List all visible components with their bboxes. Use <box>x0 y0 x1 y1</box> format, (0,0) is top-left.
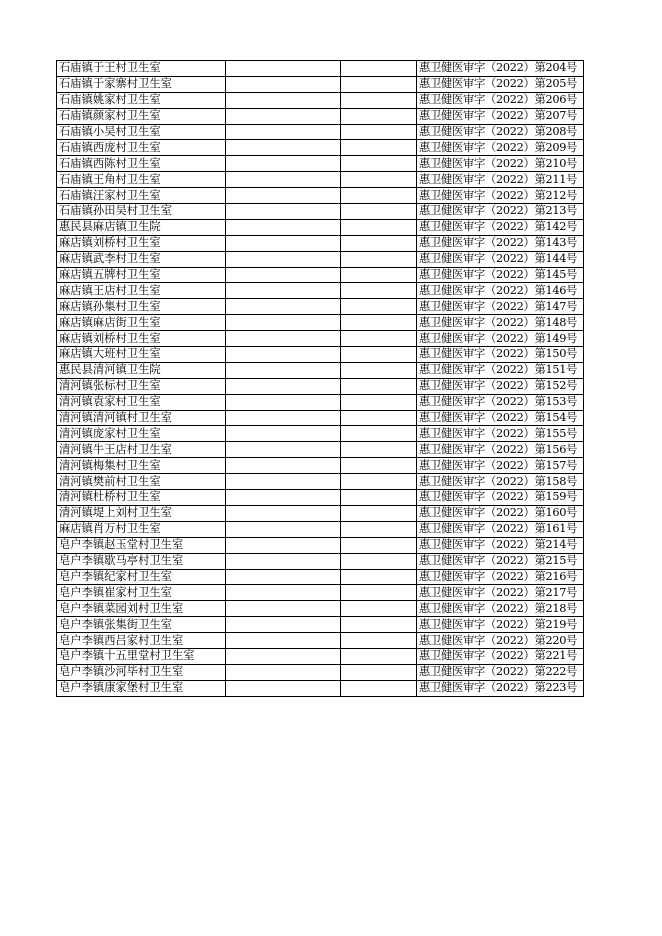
clinic-name-cell: 皂户李镇十五里堂村卫生室 <box>57 648 226 664</box>
empty-cell <box>226 219 341 235</box>
table-row <box>57 601 584 617</box>
table-row <box>57 347 584 363</box>
clinic-name-cell: 麻店镇肖万村卫生室 <box>57 521 226 537</box>
clinic-name-cell: 石庙镇于家寨村卫生室 <box>57 76 226 92</box>
empty-cell <box>341 505 417 521</box>
table-row <box>57 617 584 633</box>
empty-cell <box>341 76 417 92</box>
clinic-name-cell: 皂户李镇西吕家村卫生室 <box>57 633 226 649</box>
approval-number-cell: 惠卫健医审字（2022）第208号 <box>417 124 584 140</box>
empty-cell <box>226 315 341 331</box>
table-row <box>57 108 584 124</box>
clinic-name-cell: 麻店镇五牌村卫生室 <box>57 267 226 283</box>
empty-cell <box>341 235 417 251</box>
empty-cell <box>226 347 341 363</box>
empty-cell <box>341 601 417 617</box>
table-row <box>57 569 584 585</box>
approval-number-cell: 惠卫健医审字（2022）第156号 <box>417 442 584 458</box>
empty-cell <box>226 601 341 617</box>
clinic-name-cell: 石庙镇孙田吴村卫生室 <box>57 204 226 220</box>
empty-cell <box>226 124 341 140</box>
empty-cell <box>226 283 341 299</box>
clinic-name-cell: 石庙镇西庞村卫生室 <box>57 140 226 156</box>
approval-number-cell: 惠卫健医审字（2022）第217号 <box>417 585 584 601</box>
clinic-name-cell: 麻店镇麻店街卫生室 <box>57 315 226 331</box>
table-row <box>57 61 584 77</box>
empty-cell <box>226 426 341 442</box>
table-row <box>57 362 584 378</box>
table-row <box>57 156 584 172</box>
approval-number-cell: 惠卫健医审字（2022）第149号 <box>417 331 584 347</box>
empty-cell <box>226 458 341 474</box>
clinic-name-cell: 石庙镇王角村卫生室 <box>57 172 226 188</box>
empty-cell <box>341 442 417 458</box>
empty-cell <box>226 172 341 188</box>
empty-cell <box>226 633 341 649</box>
table-row <box>57 219 584 235</box>
empty-cell <box>341 188 417 204</box>
clinic-name-cell: 麻店镇武李村卫生室 <box>57 251 226 267</box>
empty-cell <box>226 617 341 633</box>
empty-cell <box>341 61 417 77</box>
approval-number-cell: 惠卫健医审字（2022）第212号 <box>417 188 584 204</box>
table-row <box>57 664 584 680</box>
empty-cell <box>226 251 341 267</box>
table-row <box>57 474 584 490</box>
table-row <box>57 505 584 521</box>
empty-cell <box>226 680 341 696</box>
approval-number-cell: 惠卫健医审字（2022）第216号 <box>417 569 584 585</box>
approval-number-cell: 惠卫健医审字（2022）第211号 <box>417 172 584 188</box>
clinic-name-cell: 皂户李镇菜园刘村卫生室 <box>57 601 226 617</box>
empty-cell <box>341 362 417 378</box>
clinic-name-cell: 清河镇樊前村卫生室 <box>57 474 226 490</box>
approval-number-cell: 惠卫健医审字（2022）第158号 <box>417 474 584 490</box>
clinic-name-cell: 清河镇杜桥村卫生室 <box>57 490 226 506</box>
clinic-name-cell: 皂户李镇歇马亭村卫生室 <box>57 553 226 569</box>
empty-cell <box>226 474 341 490</box>
empty-cell <box>341 331 417 347</box>
approval-number-cell: 惠卫健医审字（2022）第150号 <box>417 347 584 363</box>
approval-number-cell: 惠卫健医审字（2022）第218号 <box>417 601 584 617</box>
empty-cell <box>341 521 417 537</box>
empty-cell <box>226 505 341 521</box>
clinic-name-cell: 石庙镇汪家村卫生室 <box>57 188 226 204</box>
empty-cell <box>341 92 417 108</box>
table-body <box>57 61 584 697</box>
approval-number-cell: 惠卫健医审字（2022）第222号 <box>417 664 584 680</box>
empty-cell <box>226 378 341 394</box>
table-row <box>57 315 584 331</box>
empty-cell <box>341 490 417 506</box>
table-row <box>57 235 584 251</box>
table-row <box>57 267 584 283</box>
empty-cell <box>341 633 417 649</box>
clinic-name-cell: 麻店镇刘桥村卫生室 <box>57 331 226 347</box>
empty-cell <box>226 331 341 347</box>
approval-number-cell: 惠卫健医审字（2022）第205号 <box>417 76 584 92</box>
table-row <box>57 633 584 649</box>
empty-cell <box>226 235 341 251</box>
empty-cell <box>226 648 341 664</box>
empty-cell <box>341 458 417 474</box>
empty-cell <box>226 394 341 410</box>
approval-number-cell: 惠卫健医审字（2022）第210号 <box>417 156 584 172</box>
empty-cell <box>226 92 341 108</box>
table-row <box>57 378 584 394</box>
empty-cell <box>341 648 417 664</box>
table-row <box>57 458 584 474</box>
approval-number-cell: 惠卫健医审字（2022）第153号 <box>417 394 584 410</box>
empty-cell <box>226 267 341 283</box>
clinic-name-cell: 清河镇庞家村卫生室 <box>57 426 226 442</box>
empty-cell <box>341 537 417 553</box>
clinic-name-cell: 清河镇清河镇村卫生室 <box>57 410 226 426</box>
clinic-approval-table <box>56 60 584 697</box>
clinic-name-cell: 石庙镇西陈村卫生室 <box>57 156 226 172</box>
clinic-name-cell: 惠民县麻店镇卫生院 <box>57 219 226 235</box>
table-row <box>57 188 584 204</box>
empty-cell <box>226 156 341 172</box>
clinic-name-cell: 麻店镇刘桥村卫生室 <box>57 235 226 251</box>
empty-cell <box>341 315 417 331</box>
empty-cell <box>341 172 417 188</box>
empty-cell <box>341 267 417 283</box>
empty-cell <box>226 553 341 569</box>
table-row <box>57 92 584 108</box>
table-row <box>57 537 584 553</box>
clinic-name-cell: 惠民县清河镇卫生院 <box>57 362 226 378</box>
approval-number-cell: 惠卫健医审字（2022）第160号 <box>417 505 584 521</box>
table-row <box>57 490 584 506</box>
table-row <box>57 410 584 426</box>
empty-cell <box>226 299 341 315</box>
approval-number-cell: 惠卫健医审字（2022）第206号 <box>417 92 584 108</box>
empty-cell <box>341 378 417 394</box>
table-row <box>57 394 584 410</box>
empty-cell <box>341 204 417 220</box>
empty-cell <box>226 585 341 601</box>
table-row <box>57 331 584 347</box>
clinic-name-cell: 清河镇牛王店村卫生室 <box>57 442 226 458</box>
empty-cell <box>226 204 341 220</box>
table-row <box>57 442 584 458</box>
clinic-name-cell: 皂户李镇张集街卫生室 <box>57 617 226 633</box>
empty-cell <box>341 474 417 490</box>
empty-cell <box>226 521 341 537</box>
empty-cell <box>341 410 417 426</box>
empty-cell <box>341 124 417 140</box>
approval-number-cell: 惠卫健医审字（2022）第144号 <box>417 251 584 267</box>
clinic-name-cell: 皂户李镇纪家村卫生室 <box>57 569 226 585</box>
clinic-name-cell: 清河镇袁家村卫生室 <box>57 394 226 410</box>
clinic-name-cell: 石庙镇小吴村卫生室 <box>57 124 226 140</box>
empty-cell <box>341 394 417 410</box>
approval-number-cell: 惠卫健医审字（2022）第223号 <box>417 680 584 696</box>
empty-cell <box>341 251 417 267</box>
approval-number-cell: 惠卫健医审字（2022）第157号 <box>417 458 584 474</box>
clinic-name-cell: 清河镇梅集村卫生室 <box>57 458 226 474</box>
clinic-name-cell: 皂户李镇赵玉堂村卫生室 <box>57 537 226 553</box>
approval-number-cell: 惠卫健医审字（2022）第155号 <box>417 426 584 442</box>
clinic-name-cell: 麻店镇孙集村卫生室 <box>57 299 226 315</box>
table-row <box>57 204 584 220</box>
approval-number-cell: 惠卫健医审字（2022）第154号 <box>417 410 584 426</box>
approval-number-cell: 惠卫健医审字（2022）第161号 <box>417 521 584 537</box>
empty-cell <box>226 442 341 458</box>
table-row <box>57 680 584 696</box>
empty-cell <box>226 188 341 204</box>
table-row <box>57 251 584 267</box>
empty-cell <box>226 569 341 585</box>
approval-number-cell: 惠卫健医审字（2022）第146号 <box>417 283 584 299</box>
empty-cell <box>226 537 341 553</box>
table-row <box>57 76 584 92</box>
table-row <box>57 521 584 537</box>
approval-number-cell: 惠卫健医审字（2022）第219号 <box>417 617 584 633</box>
table-row <box>57 299 584 315</box>
approval-number-cell: 惠卫健医审字（2022）第152号 <box>417 378 584 394</box>
empty-cell <box>226 490 341 506</box>
clinic-name-cell: 麻店镇大班村卫生室 <box>57 347 226 363</box>
empty-cell <box>226 140 341 156</box>
approval-number-cell: 惠卫健医审字（2022）第220号 <box>417 633 584 649</box>
empty-cell <box>341 569 417 585</box>
empty-cell <box>341 347 417 363</box>
approval-number-cell: 惠卫健医审字（2022）第143号 <box>417 235 584 251</box>
approval-number-cell: 惠卫健医审字（2022）第147号 <box>417 299 584 315</box>
empty-cell <box>341 585 417 601</box>
approval-number-cell: 惠卫健医审字（2022）第159号 <box>417 490 584 506</box>
approval-number-cell: 惠卫健医审字（2022）第213号 <box>417 204 584 220</box>
approval-number-cell: 惠卫健医审字（2022）第214号 <box>417 537 584 553</box>
empty-cell <box>226 108 341 124</box>
empty-cell <box>341 426 417 442</box>
approval-number-cell: 惠卫健医审字（2022）第204号 <box>417 61 584 77</box>
empty-cell <box>341 219 417 235</box>
clinic-name-cell: 皂户李镇沙河毕村卫生室 <box>57 664 226 680</box>
empty-cell <box>226 664 341 680</box>
empty-cell <box>341 617 417 633</box>
clinic-name-cell: 石庙镇姚家村卫生室 <box>57 92 226 108</box>
table-row <box>57 124 584 140</box>
approval-number-cell: 惠卫健医审字（2022）第221号 <box>417 648 584 664</box>
empty-cell <box>226 362 341 378</box>
clinic-name-cell: 石庙镇颜家村卫生室 <box>57 108 226 124</box>
table-row <box>57 172 584 188</box>
empty-cell <box>226 61 341 77</box>
table-row <box>57 283 584 299</box>
empty-cell <box>341 664 417 680</box>
empty-cell <box>226 410 341 426</box>
clinic-name-cell: 清河镇堤上刘村卫生室 <box>57 505 226 521</box>
clinic-name-cell: 石庙镇于王村卫生室 <box>57 61 226 77</box>
table-row <box>57 553 584 569</box>
clinic-name-cell: 麻店镇王店村卫生室 <box>57 283 226 299</box>
empty-cell <box>226 76 341 92</box>
clinic-name-cell: 皂户李镇崔家村卫生室 <box>57 585 226 601</box>
approval-number-cell: 惠卫健医审字（2022）第207号 <box>417 108 584 124</box>
table-row <box>57 585 584 601</box>
empty-cell <box>341 299 417 315</box>
table-row <box>57 648 584 664</box>
approval-number-cell: 惠卫健医审字（2022）第142号 <box>417 219 584 235</box>
clinic-name-cell: 清河镇张标村卫生室 <box>57 378 226 394</box>
table-row <box>57 426 584 442</box>
approval-number-cell: 惠卫健医审字（2022）第209号 <box>417 140 584 156</box>
empty-cell <box>341 108 417 124</box>
table-row <box>57 140 584 156</box>
approval-number-cell: 惠卫健医审字（2022）第148号 <box>417 315 584 331</box>
approval-number-cell: 惠卫健医审字（2022）第215号 <box>417 553 584 569</box>
clinic-name-cell: 皂户李镇康家堡村卫生室 <box>57 680 226 696</box>
approval-number-cell: 惠卫健医审字（2022）第145号 <box>417 267 584 283</box>
empty-cell <box>341 156 417 172</box>
empty-cell <box>341 140 417 156</box>
empty-cell <box>341 680 417 696</box>
empty-cell <box>341 283 417 299</box>
approval-number-cell: 惠卫健医审字（2022）第151号 <box>417 362 584 378</box>
empty-cell <box>341 553 417 569</box>
